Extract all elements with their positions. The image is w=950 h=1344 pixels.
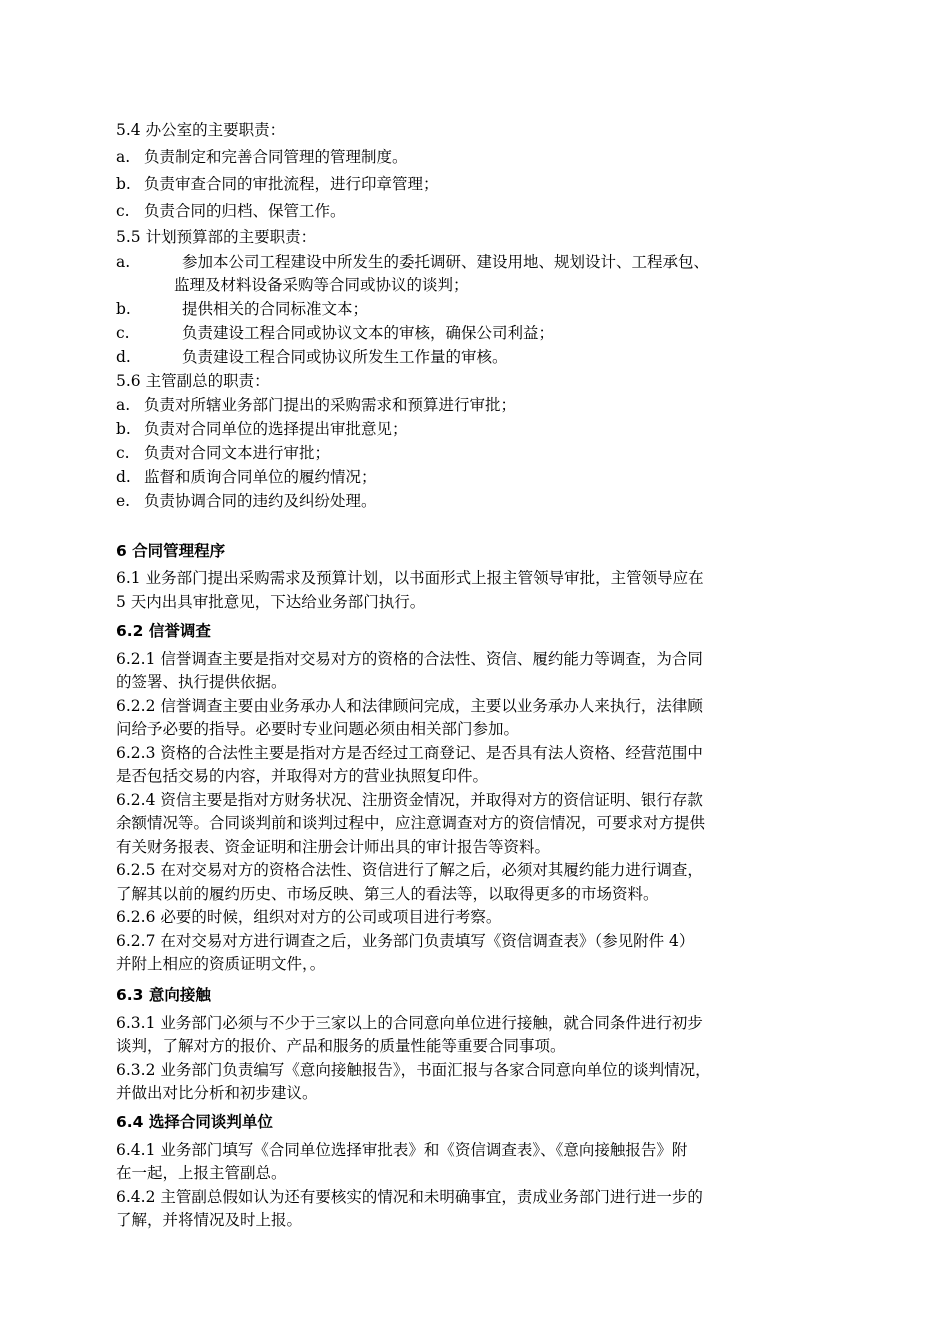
list-marker: a. (116, 148, 131, 166)
paragraph-line: 在一起，上报主管副总。 (116, 1164, 287, 1182)
list-marker: a. (116, 396, 131, 414)
list-item (116, 394, 516, 416)
list-item (116, 322, 554, 344)
list-marker: c. (116, 202, 130, 220)
list-text: 负责建设工程合同或协议所发生工作量的审核。 (182, 348, 508, 366)
list-marker: b. (116, 420, 131, 438)
list-marker: a. (116, 253, 131, 271)
paragraph-line: 6.4.2 主管副总假如认为还有要核实的情况和未明确事宜，责成业务部门进行进一步的 (116, 1188, 703, 1206)
list-item (116, 418, 408, 440)
list-text: 参加本公司工程建设中所发生的委托调研、建设用地、规划设计、工程承包、 (182, 253, 710, 271)
list-item (116, 442, 330, 464)
list-item (116, 173, 439, 195)
list-text: 提供相关的合同标准文本； (182, 300, 369, 318)
paragraph-line: 5 天内出具审批意见，下达给业务部门执行。 (116, 593, 426, 611)
list-text: 负责合同的归档、保管工作。 (144, 202, 346, 220)
list-text: 负责协调合同的违约及纠纷处理。 (144, 492, 377, 510)
list-item (116, 146, 408, 168)
section-6-3-heading: 6.3 意向接触 (116, 986, 211, 1004)
list-text: 负责审查合同的审批流程，进行印章管理； (144, 175, 439, 193)
list-item (116, 251, 709, 273)
list-text: 负责对所辖业务部门提出的采购需求和预算进行审批； (144, 396, 517, 414)
list-item (116, 490, 377, 512)
paragraph-line: 的签署、执行提供依据。 (116, 673, 287, 691)
paragraph-line: 并做出对比分析和初步建议。 (116, 1084, 318, 1102)
list-text: 监督和质询合同单位的履约情况； (144, 468, 377, 486)
paragraph-line: 6.4.1 业务部门填写《合同单位选择审批表》和《资信调查表》、《意向接触报告》附 (116, 1141, 688, 1159)
paragraph-line: 6.2.1 信誉调查主要是指对交易对方的资格的合法性、资信、履约能力等调查，为合同 (116, 650, 703, 668)
list-text: 负责制定和完善合同管理的管理制度。 (144, 148, 408, 166)
section-5-4-heading: 5.4 办公室的主要职责： (116, 121, 286, 139)
list-text-continuation: 监理及材料设备采购等合同或协议的谈判； (174, 276, 469, 294)
paragraph-line: 有关财务报表、资金证明和注册会计师出具的审计报告等资料。 (116, 838, 551, 856)
paragraph-line: 是否包括交易的内容，并取得对方的营业执照复印件。 (116, 767, 489, 785)
list-item (116, 346, 508, 368)
list-item (116, 466, 377, 488)
list-marker: c. (116, 444, 130, 462)
list-marker: e. (116, 492, 131, 510)
paragraph-line: 6.2.2 信誉调查主要由业务承办人和法律顾问完成，主要以业务承办人来执行，法律顾 (116, 697, 703, 715)
section-6-2-heading: 6.2 信誉调查 (116, 622, 211, 640)
paragraph-line: 6.2.3 资格的合法性主要是指对方是否经过工商登记、是否具有法人资格、经营范围中 (116, 744, 703, 762)
paragraph-line: 6.2.6 必要的时候，组织对对方的公司或项目进行考察。 (116, 908, 502, 926)
list-marker: c. (116, 324, 130, 342)
paragraph-line: 了解，并将情况及时上报。 (116, 1211, 303, 1229)
list-text: 负责对合同单位的选择提出审批意见； (144, 420, 408, 438)
paragraph-line: 6.3.2 业务部门负责编写《意向接触报告》，书面汇报与各家合同意向单位的谈判情况， (116, 1061, 711, 1079)
section-5-6-heading: 5.6 主管副总的职责： (116, 372, 270, 390)
list-marker: d. (116, 468, 131, 486)
paragraph-line: 余额情况等。合同谈判前和谈判过程中，应注意调查对方的资信情况，可要求对方提供 (116, 814, 706, 832)
paragraph-line: 并附上相应的资质证明文件，。 (116, 955, 326, 973)
section-6-4-heading: 6.4 选择合同谈判单位 (116, 1113, 273, 1131)
paragraph-line: 6.2.4 资信主要是指对方财务状况、注册资金情况，并取得对方的资信证明、银行存款 (116, 791, 703, 809)
paragraph-line: 了解其以前的履约历史、市场反映、第三人的看法等，以取得更多的市场资料。 (116, 885, 659, 903)
list-item (116, 200, 346, 222)
section-5-5-heading: 5.5 计划预算部的主要职责： (116, 228, 317, 246)
paragraph-line: 问给予必要的指导。必要时专业问题必须由相关部门参加。 (116, 720, 520, 738)
paragraph-line: 6.3.1 业务部门必须与不少于三家以上的合同意向单位进行接触，就合同条件进行初步 (116, 1014, 703, 1032)
list-item (116, 298, 368, 320)
paragraph-line: 6.2.5 在对交易对方的资格合法性、资信进行了解之后，必须对其履约能力进行调查， (116, 861, 703, 879)
paragraph-line: 6.1 业务部门提出采购需求及预算计划，以书面形式上报主管领导审批，主管领导应在 (116, 569, 704, 587)
paragraph-line: 6.2.7 在对交易对方进行调查之后，业务部门负责填写《资信调查表》（参见附件 4） (116, 932, 695, 950)
list-text: 负责建设工程合同或协议文本的审核，确保公司利益； (182, 324, 555, 342)
section-6-heading: 6 合同管理程序 (116, 542, 226, 560)
paragraph-line: 谈判，了解对方的报价、产品和服务的质量性能等重要合同事项。 (116, 1037, 566, 1055)
list-marker: d. (116, 348, 131, 366)
list-marker: b. (116, 175, 131, 193)
list-marker: b. (116, 300, 131, 318)
list-text: 负责对合同文本进行审批； (144, 444, 331, 462)
